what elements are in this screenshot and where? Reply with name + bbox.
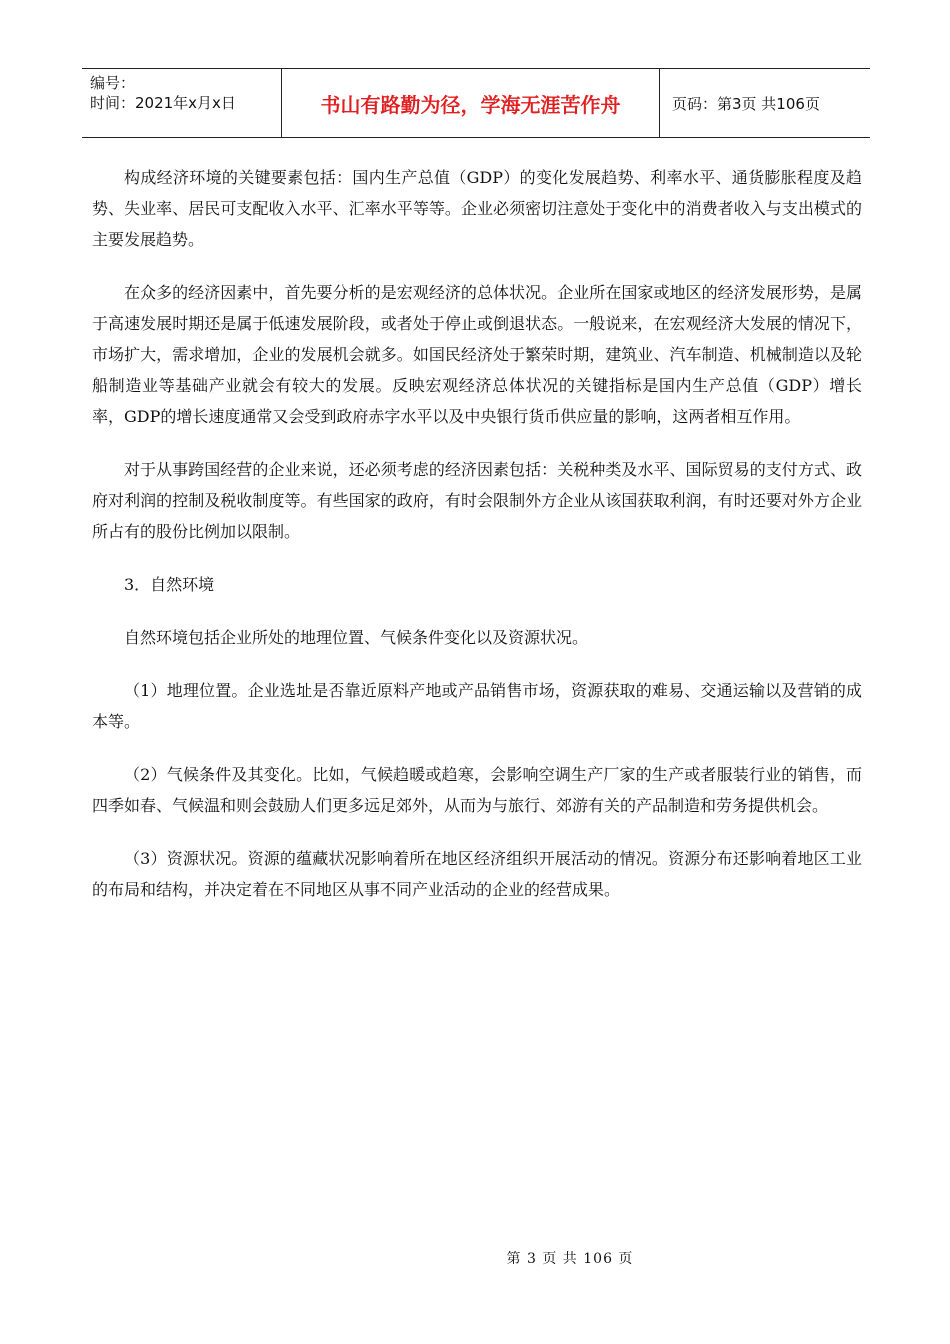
paragraph: 构成经济环境的关键要素包括：国内生产总值（GDP）的变化发展趋势、利率水平、通货膨胀程度及趋势、失业率、居民可支配收入水平、汇率水平等等。企业必须密切注意处于变化中的消费者收入与支出模式的主要发展趋势。: [92, 168, 862, 249]
page-header: [82, 68, 870, 138]
section-heading: 3．自然环境: [124, 575, 215, 594]
paragraph: 在众多的经济因素中，首先要分析的是宏观经济的总体状况。企业所在国家或地区的经济发展形势，是属于高速发展时期还是属于低速发展阶段，或者处于停止或倒退状态。一般说来，在宏观经济大发展的情况下，市场扩大，需求增加，企业的发展机会就多。如国民经济处于繁荣时期，建筑业、汽车制造、机械制造以及轮船制造业等基础产业就会有较大的发展。反映宏观经济总体状况的关键指标是国内生产总值（GDP）增长率，GDP的增长速度通常又会受到政府赤字水平以及中央银行货币供应量的影响，这两者相互作用。: [92, 283, 862, 426]
header-left-cell: [82, 69, 282, 137]
time-label: 时间：2021年x月x日: [90, 94, 236, 112]
paragraph: （1）地理位置。企业选址是否靠近原料产地或产品销售市场，资源获取的难易、交通运输以及营销的成本等。: [92, 681, 862, 731]
document-body: [92, 162, 862, 927]
paragraph: （3）资源状况。资源的蕴藏状况影响着所在地区经济组织开展活动的情况。资源分布还影响着地区工业的布局和结构，并决定着在不同地区从事不同产业活动的企业的经营成果。: [92, 849, 862, 899]
motto: 书山有路勤为径，学海无涯苦作舟: [282, 69, 660, 137]
number-label: 编号：: [90, 74, 136, 92]
page-info: 页码：第3页 共106页: [672, 94, 820, 113]
footer-page-number: 第 3 页 共 106 页: [506, 1251, 634, 1267]
paragraph: 对于从事跨国经营的企业来说，还必须考虑的经济因素包括：关税种类及水平、国际贸易的支付方式、政府对利润的控制及税收制度等。有些国家的政府，有时会限制外方企业从该国获取利润，有时还要对外方企业所占有的股份比例加以限制。: [92, 460, 862, 541]
paragraph: （2）气候条件及其变化。比如，气候趋暖或趋寒，会影响空调生产厂家的生产或者服装行业的销售，而四季如春、气候温和则会鼓励人们更多远足郊外，从而为与旅行、郊游有关的产品制造和劳务提供机会。: [92, 765, 862, 815]
page-footer: [0, 1248, 950, 1268]
paragraph: 自然环境包括企业所处的地理位置、气候条件变化以及资源状况。: [124, 628, 589, 647]
